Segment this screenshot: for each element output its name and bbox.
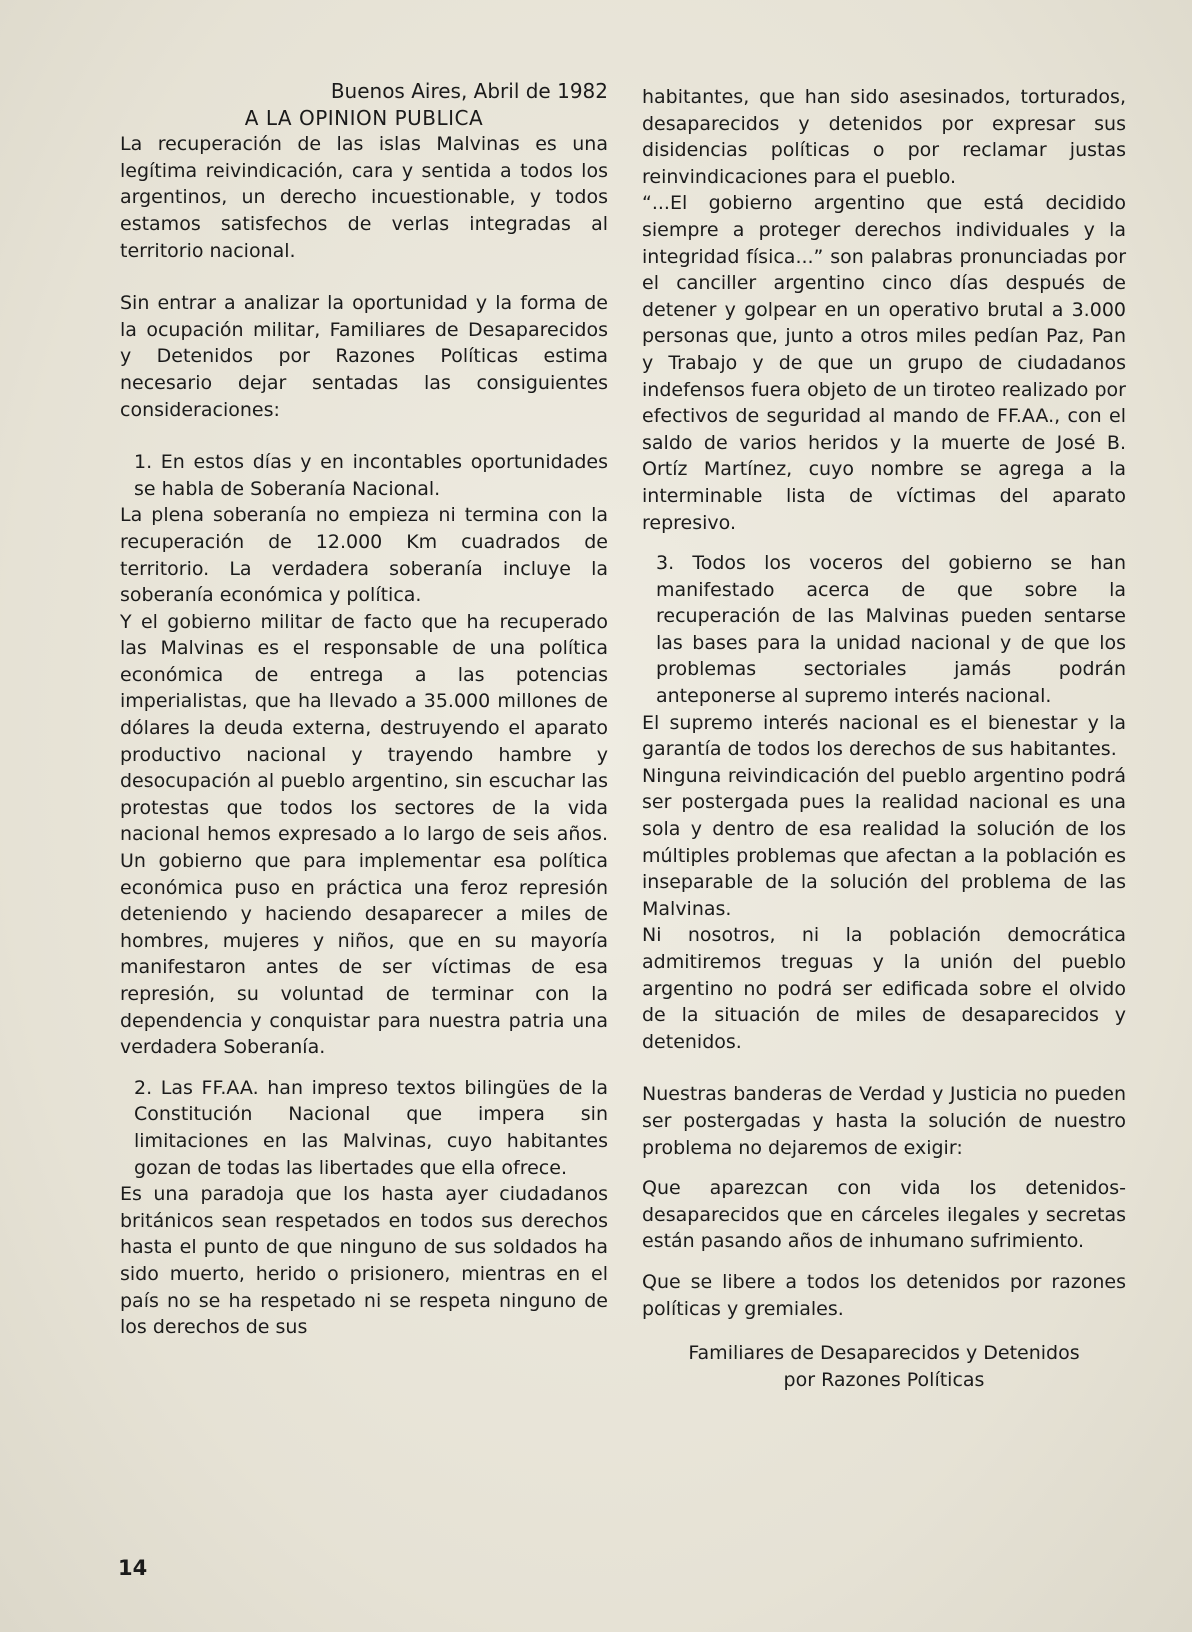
- paragraph-gobierno: Y el gobierno militar de facto que ha recuperado las Malvinas es el responsable de una política económica de entrega a las potencias imperialistas, que ha llevado a 35.000 millones de dólares la deuda externa, destruyendo el aparato productivo nacional y trayendo hambre y desocupación al pueblo argentino, sin escuchar las protestas que todos los sectores de la vida nacional hemos expresado a lo largo de seis años. Un gobierno que para implementar esa política económica puso en práctica una feroz represión deteniendo y haciendo desaparecer a miles de hombres, mujeres y niños, que en su mayoría manifestaron antes de ser víctimas de esa represión, su voluntad de terminar con la dependencia y conquistar para nuestra patria una verdadera Soberanía.: [120, 610, 608, 1059]
- demand-2: Que se libere a todos los detenidos por razones políticas y gremiales.: [642, 1270, 1126, 1320]
- point-2: 2. Las FF.AA. han impreso textos bilingües de la Constitución Nacional que impera sin limitaciones en las Malvinas, cuyo habitantes gozan de todas las libertades que ella ofrece.: [134, 1076, 608, 1179]
- paragraph-soberania: La plena soberanía no empieza ni termina con la recuperación de 12.000 Km cuadrados de territorio. La verdadera soberanía incluye la soberanía económica y política.: [120, 504, 608, 607]
- paragraph-reivindicacion: Ninguna reivindicación del pueblo argentino podrá ser postergada pues la realidad nacional es una sola y dentro de esa realidad la solución de los múltiples problemas que afectan a la población es inseparable de la solución del problema de las Malvinas.: [642, 764, 1126, 920]
- paragraph-paradoja: Es una paradoja que los hasta ayer ciudadanos británicos sean respetados en todos sus derechos hasta el punto de que ninguno de sus soldados ha sido muerto, herido o prisionero, mientras en el país no se ha respetado ni se respeta ninguno de los derechos de sus: [120, 1183, 608, 1339]
- right-column: [642, 84, 1126, 1393]
- heading: A LA OPINION PUBLICA: [244, 105, 484, 130]
- signature: [642, 1340, 1126, 1393]
- paragraph-habitantes: habitantes, que han sido asesinados, torturados, desaparecidos y detenidos por expresar sus disidencias políticas o por reclamar justas reinvindicaciones para el pueblo.: [642, 86, 1126, 188]
- signature-line-2: por Razones Políticas: [783, 1368, 985, 1391]
- paragraph-considerations: Sin entrar a analizar la oportunidad y la forma de la ocupación militar, Familiares de Desaparecidos y Detenidos por Razones Políticas estima necesario dejar sentadas las consiguientes consideraciones:: [120, 292, 608, 421]
- paragraph-banderas: Nuestras banderas de Verdad y Justicia no pueden ser postergadas y hasta la solución de nuestro problema no dejaremos de exigir:: [642, 1083, 1126, 1159]
- paragraph-treguas: Ni nosotros, ni la población democrática admitiremos treguas y la unión del pueblo argentino no podrá ser edificada sobre el olvido de la situación de miles de desaparecidos y detenidos.: [642, 924, 1126, 1053]
- point-3: 3. Todos los voceros del gobierno se han manifestado acerca de que sobre la recuperación de las Malvinas pueden sentarse las bases para la unidad nacional y de que los problemas sectoriales jamás podrán anteponerse al supremo interés nacional.: [656, 552, 1126, 708]
- paragraph-interes: El supremo interés nacional es el bienestar y la garantía de todos los derechos de sus habitantes.: [642, 711, 1126, 761]
- signature-line-1: Familiares de Desaparecidos y Detenidos: [688, 1342, 1080, 1365]
- paragraph-intro: La recuperación de las islas Malvinas es una legítima reivindicación, cara y sentida a todos los argentinos, un derecho incuestionable, y todos estamos satisfechos de verlas integradas al territorio nacional.: [120, 133, 608, 262]
- point-1: 1. En estos días y en incontables oportunidades se habla de Soberanía Nacional.: [134, 451, 608, 500]
- left-column: [120, 78, 608, 1341]
- paragraph-canciller: “...El gobierno argentino que está decidido siempre a proteger derechos individuales y la integridad física...” son palabras pronunciadas por el canciller argentino cinco días después de detener y golpear en un operativo brutal a 3.000 personas que, junto a otros miles pedían Paz, Pan y Trabajo y de que un grupo de ciudadanos indefensos fuera objeto de un tiroteo realizado por efectivos de seguridad al mando de FF.AA., con el saldo de varios heridos y la muerte de José B. Ortíz Martínez, cuyo nombre se agrega a la interminable lista de víctimas del aparato represivo.: [642, 192, 1126, 534]
- demand-1: Que aparezcan con vida los detenidos-desaparecidos que en cárceles ilegales y secretas están pasando años de inhumano sufrimiento.: [642, 1177, 1126, 1253]
- dateline: Buenos Aires, Abril de 1982: [330, 79, 608, 103]
- page-number: 14: [118, 1556, 148, 1580]
